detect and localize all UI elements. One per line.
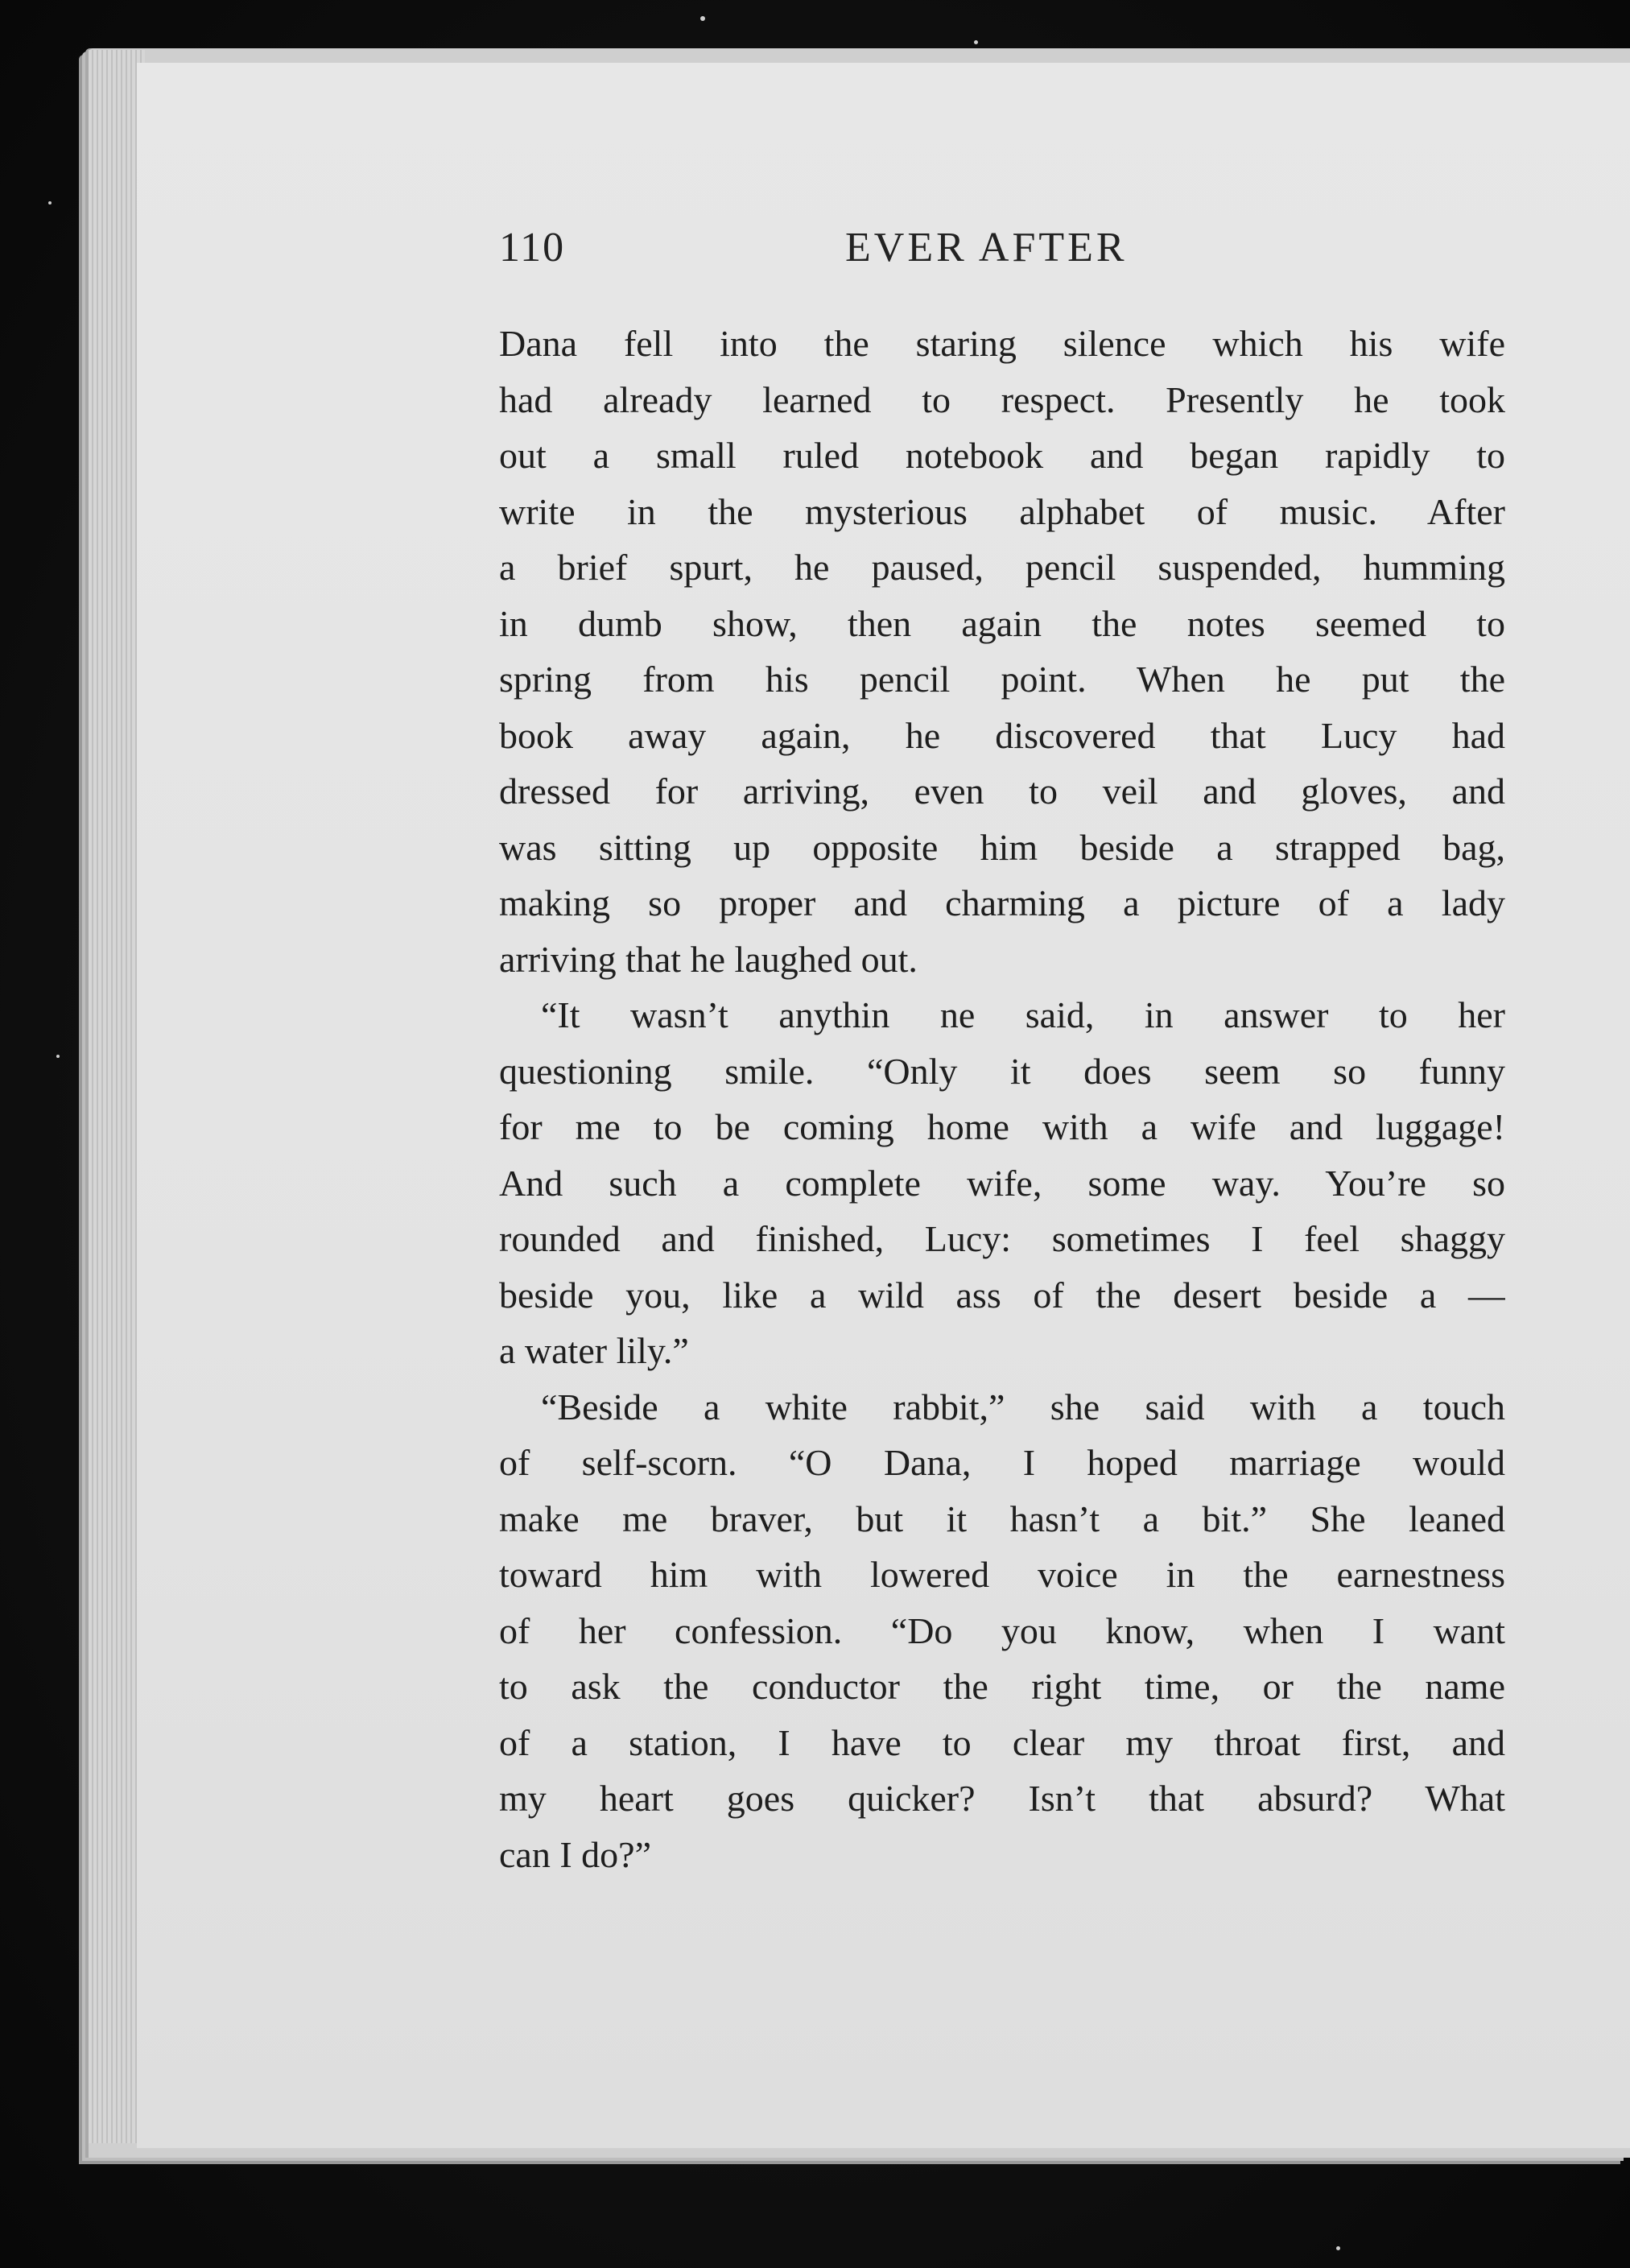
text-line: my heart goes quicker? Isn’t that absurd? What xyxy=(499,1778,1505,1819)
text-line: write in the mysterious alphabet of music. After xyxy=(499,490,1505,532)
text-line: of her confession. “Do you know, when I want xyxy=(499,1609,1505,1651)
text-line: And such a complete wife, some way. You’re so xyxy=(499,1162,1505,1204)
text-line: rounded and finished, Lucy: sometimes I feel shaggy xyxy=(499,1218,1505,1259)
text-line: to ask the conductor the right time, or the name xyxy=(499,1666,1505,1707)
scan-speck xyxy=(56,1055,60,1058)
text-line: for me to be coming home with a wife and luggage! xyxy=(499,1106,1505,1147)
page-number: 110 xyxy=(499,225,566,271)
body-text xyxy=(499,316,1505,1882)
text-line: questioning smile. “Only it does seem so funny xyxy=(499,1050,1505,1092)
text-line: making so proper and charming a picture of a lady xyxy=(499,882,1505,923)
text-line: book away again, he discovered that Lucy had xyxy=(499,714,1505,756)
text-line: of a station, I have to clear my throat first, and xyxy=(499,1721,1505,1763)
text-line: dressed for arriving, even to veil and gloves, and xyxy=(499,770,1505,812)
text-line: can I do?” xyxy=(499,1833,651,1875)
scan-speck xyxy=(974,40,978,44)
text-line: a brief spurt, he paused, pencil suspended, humming xyxy=(499,547,1505,588)
text-line: of self-scorn. “O Dana, I hoped marriage would xyxy=(499,1442,1505,1483)
text-line: in dumb show, then again the notes seemed to xyxy=(499,602,1505,644)
text-line: spring from his pencil point. When he put the xyxy=(499,659,1505,700)
text-line: beside you, like a wild ass of the desert beside a — xyxy=(499,1274,1505,1316)
text-line: Dana fell into the staring silence which his wife xyxy=(499,323,1505,364)
text-line: arriving that he laughed out. xyxy=(499,938,918,980)
book-title: EVER AFTER xyxy=(845,225,1128,271)
text-line: was sitting up opposite him beside a strapped bag, xyxy=(499,826,1505,868)
text-line: a water lily.” xyxy=(499,1330,689,1371)
text-line: out a small ruled notebook and began rapidly to xyxy=(499,435,1505,476)
text-line: “It wasn’t anythin ne said, in answer to her xyxy=(541,994,1505,1035)
scan-speck xyxy=(700,16,705,21)
text-line: make me braver, but it hasn’t a bit.” She leaned xyxy=(499,1498,1505,1539)
scan-speck xyxy=(48,201,52,204)
text-line: had already learned to respect. Presently he took xyxy=(499,378,1505,420)
running-head xyxy=(499,224,1505,280)
text-line: “Beside a white rabbit,” she said with a touch xyxy=(541,1386,1505,1427)
scan-speck xyxy=(1336,2246,1340,2250)
text-line: toward him with lowered voice in the earnestness xyxy=(499,1554,1505,1595)
